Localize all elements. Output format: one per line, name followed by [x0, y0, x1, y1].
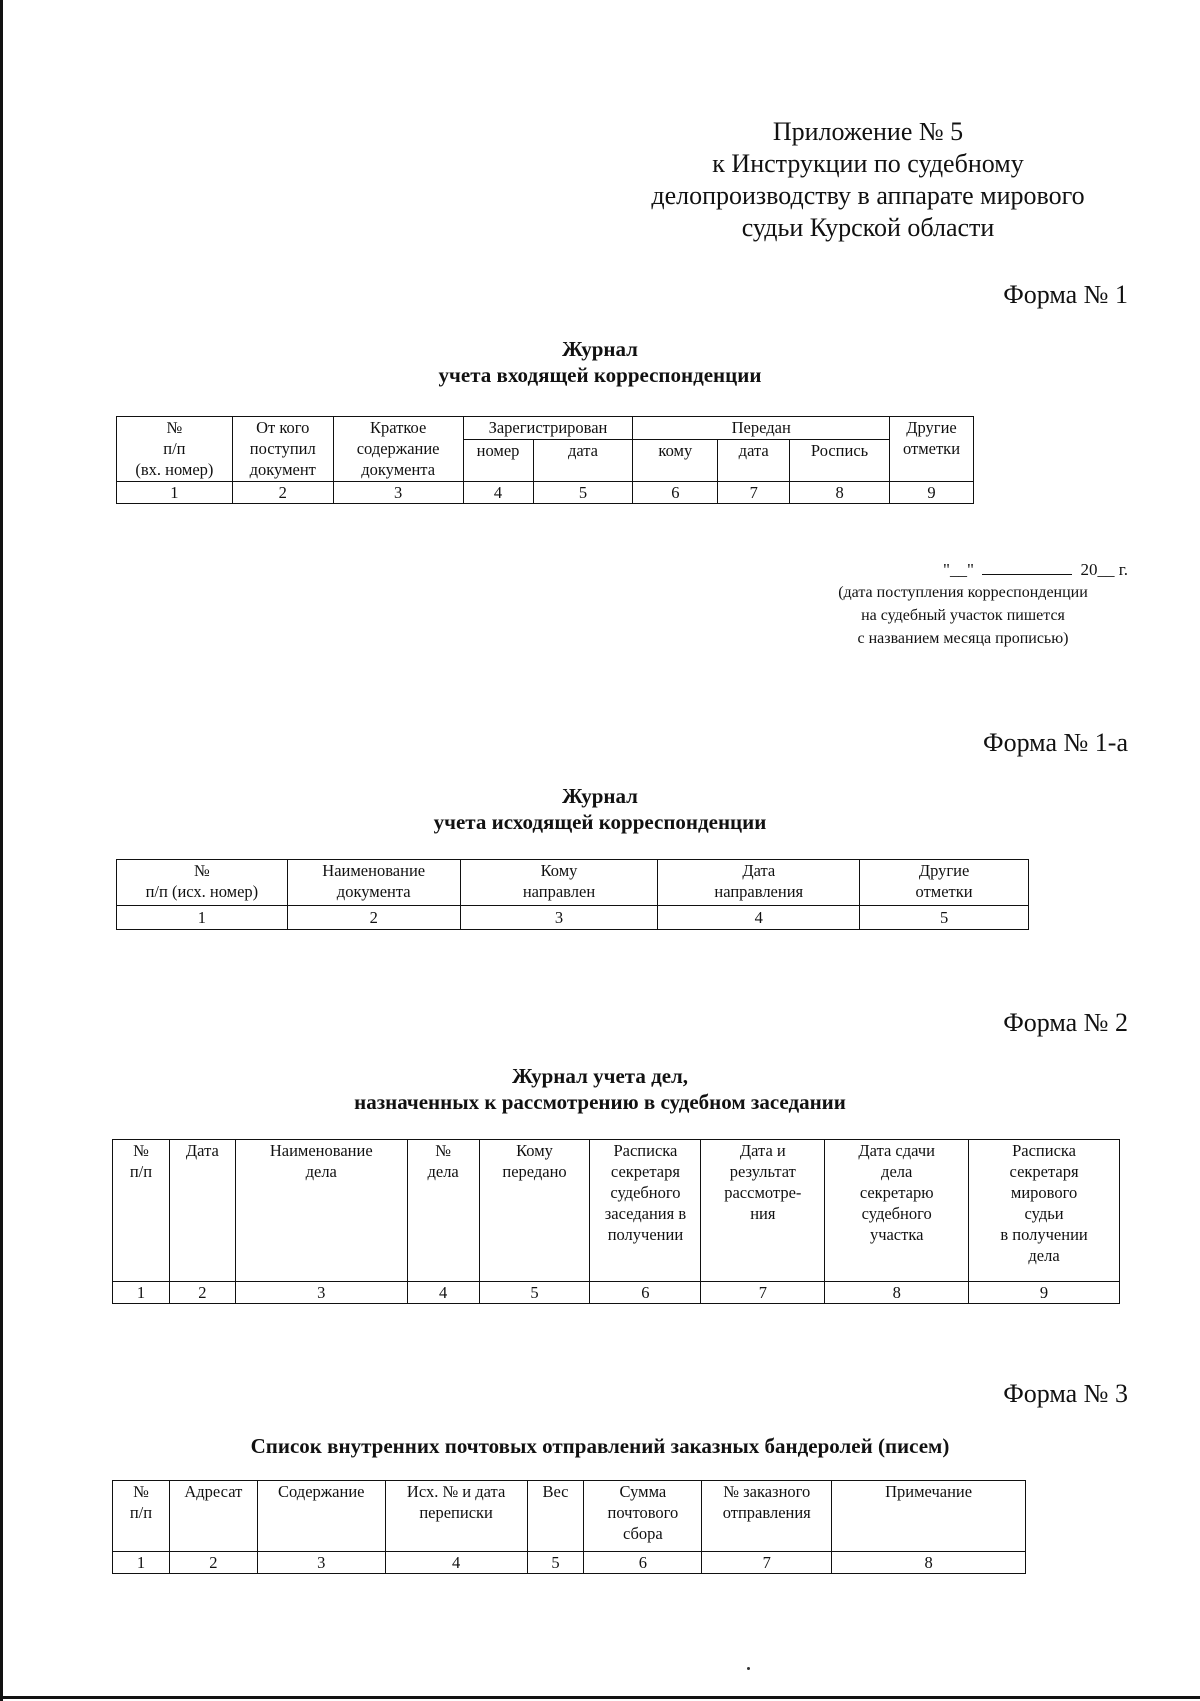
header-line: отметки	[902, 439, 961, 458]
column-number: 5	[533, 482, 633, 504]
form2-header-case-num	[407, 1140, 479, 1282]
header-line: судебного	[861, 1204, 932, 1223]
header-line: секретаря	[1009, 1162, 1079, 1181]
column-number: 1	[117, 906, 288, 930]
form3-header-num	[113, 1481, 170, 1552]
form1-header-signature: Роспись	[790, 440, 890, 482]
column-number: 6	[584, 1552, 702, 1574]
form3-label: Форма № 3	[1003, 1379, 1128, 1408]
form1-header-num	[117, 417, 233, 482]
date-year: 20__ г.	[1080, 560, 1128, 579]
column-number: 4	[385, 1552, 527, 1574]
form2-label: Форма № 2	[1003, 1008, 1128, 1037]
header-line: Вес	[542, 1482, 569, 1501]
header-line: дела	[1028, 1246, 1060, 1265]
column-number: 9	[890, 482, 974, 504]
month-blank	[982, 562, 1072, 575]
date-quote: "__"	[943, 560, 974, 579]
header-line: Расписка	[613, 1141, 678, 1160]
form3-table	[112, 1480, 1026, 1574]
column-number: 1	[113, 1282, 170, 1304]
column-number: 4	[407, 1282, 479, 1304]
form1a-header-other	[860, 860, 1029, 906]
date-note-line-3: с названием месяца прописью)	[857, 630, 1069, 647]
header-line: получении	[607, 1225, 684, 1244]
header-line: мирового	[1010, 1183, 1078, 1202]
header-line: дела	[427, 1162, 459, 1181]
form3-header-note	[832, 1481, 1026, 1552]
column-number: 7	[702, 1552, 832, 1574]
header-line: секретаря	[610, 1162, 680, 1181]
form3-header-content	[257, 1481, 385, 1552]
header-line: передано	[502, 1162, 567, 1181]
form1-header-reg-date: дата	[533, 440, 633, 482]
header-line: От кого	[256, 418, 310, 437]
header-line: п/п	[129, 1162, 153, 1181]
column-number: 4	[658, 906, 860, 930]
appendix-line-1: Приложение № 5	[772, 117, 964, 146]
form2-header-handover-date	[825, 1140, 969, 1282]
header-line: №	[133, 1482, 149, 1501]
form1-header-reg-number: номер	[463, 440, 533, 482]
header-line: Кому	[540, 861, 578, 880]
form1-header-to-whom: кому	[633, 440, 718, 482]
appendix-line-3: делопроизводству в аппарате мирового	[651, 181, 1085, 210]
form2-table	[112, 1139, 1120, 1304]
header-line: сбора	[623, 1524, 663, 1543]
header-line: дела	[881, 1162, 913, 1181]
scan-bottom-edge	[0, 1696, 1200, 1699]
column-number: 2	[232, 482, 333, 504]
header-line: отправления	[722, 1503, 811, 1522]
header-line: Другие	[906, 418, 957, 437]
column-number: 9	[969, 1282, 1120, 1304]
header-line: ния	[750, 1204, 776, 1223]
header-line: отметки	[915, 882, 973, 901]
header-line: №	[435, 1141, 451, 1160]
header-line: Примечание	[885, 1482, 973, 1501]
header-line: Сумма	[619, 1482, 667, 1501]
form3-header-postage	[584, 1481, 702, 1552]
column-number: 3	[460, 906, 658, 930]
header-line: поступил	[249, 439, 316, 458]
header-line: п/п (исх. номер)	[145, 882, 259, 901]
form2-title-line-1: Журнал учета дел,	[511, 1064, 689, 1088]
form1a-header-num	[117, 860, 288, 906]
form3-header-weight	[527, 1481, 584, 1552]
date-line	[798, 558, 1128, 581]
header-line: почтового	[607, 1503, 679, 1522]
header-line: участка	[869, 1225, 924, 1244]
form1a-title	[0, 783, 1200, 835]
appendix-line-2: к Инструкции по судебному	[712, 149, 1024, 178]
scan-speck	[747, 1667, 750, 1670]
header-line: рассмотре-	[724, 1183, 802, 1202]
header-line: Наименование	[322, 861, 426, 880]
form3-header-outgoing	[385, 1481, 527, 1552]
form1-header-transferred: Передан	[633, 417, 890, 440]
header-line: п/п	[163, 439, 186, 458]
header-line: направлен	[522, 882, 596, 901]
appendix-header	[608, 116, 1128, 244]
form1a-header-document	[287, 860, 460, 906]
header-line: Дата и	[739, 1141, 786, 1160]
header-line: Кому	[516, 1141, 553, 1160]
header-line: Исх. № и дата	[406, 1482, 506, 1501]
header-line: документа	[336, 882, 411, 901]
header-line: содержание	[356, 439, 440, 458]
header-line: Дата	[742, 861, 776, 880]
date-note-line-2: на судебный участок пишется	[861, 607, 1065, 624]
date-note-line-1: (дата поступления корреспонденции	[838, 584, 1088, 601]
column-number: 6	[590, 1282, 701, 1304]
header-line: Дата	[185, 1141, 219, 1160]
column-number: 5	[860, 906, 1029, 930]
header-line: Дата сдачи	[858, 1141, 935, 1160]
form1-header-registered: Зарегистрирован	[463, 417, 633, 440]
form1-header-other	[890, 417, 974, 482]
form2-header-num	[113, 1140, 170, 1282]
column-number: 1	[117, 482, 233, 504]
appendix-line-4: судьи Курской области	[741, 213, 995, 242]
form1a-title-line-1: Журнал	[562, 784, 638, 808]
form1-title-line-2: учета входящей корреспонденции	[438, 363, 762, 387]
header-line: в получении	[1000, 1225, 1088, 1244]
header-line: судебного	[610, 1183, 681, 1202]
header-line: (вх. номер)	[135, 460, 214, 479]
header-line: результат	[729, 1162, 796, 1181]
header-line: №	[133, 1141, 149, 1160]
header-line: №	[194, 861, 210, 880]
column-number: 4	[463, 482, 533, 504]
form1a-label: Форма № 1-а	[983, 728, 1128, 757]
column-number: 2	[169, 1282, 235, 1304]
column-number: 3	[235, 1282, 407, 1304]
form2-title	[0, 1063, 1200, 1115]
form1-table	[116, 416, 974, 504]
form3-header-registered-num	[702, 1481, 832, 1552]
column-number: 8	[790, 482, 890, 504]
column-number: 8	[825, 1282, 969, 1304]
form1-label: Форма № 1	[1003, 280, 1128, 309]
form1a-header-to-whom	[460, 860, 658, 906]
form1-header-summary	[333, 417, 463, 482]
header-line: Краткое	[369, 418, 427, 437]
column-number: 2	[287, 906, 460, 930]
form1-header-from	[232, 417, 333, 482]
form1a-title-line-2: учета исходящей корреспонденции	[433, 810, 767, 834]
header-line: документа	[361, 460, 436, 479]
header-line: направления	[714, 882, 804, 901]
header-line: переписки	[419, 1503, 493, 1522]
form2-header-date-result	[701, 1140, 825, 1282]
header-line: Адресат	[184, 1482, 243, 1501]
form1-title-line-1: Журнал	[562, 337, 638, 361]
header-line: п/п	[129, 1503, 153, 1522]
column-number: 2	[169, 1552, 257, 1574]
column-number: 5	[479, 1282, 590, 1304]
form2-header-date	[169, 1140, 235, 1282]
form3-title: Список внутренних почтовых отправлений заказных бандеролей (писем)	[250, 1434, 950, 1458]
header-line: Наименование	[269, 1141, 373, 1160]
header-line: №	[166, 418, 183, 437]
header-line: Расписка	[1012, 1141, 1076, 1160]
header-line: № заказного	[723, 1482, 811, 1501]
column-number: 7	[701, 1282, 825, 1304]
form2-header-receipt-secretary	[590, 1140, 701, 1282]
column-number: 1	[113, 1552, 170, 1574]
column-number: 7	[718, 482, 790, 504]
header-line: Содержание	[278, 1482, 365, 1501]
form2-header-receipt-judge	[969, 1140, 1120, 1282]
form1-date-block	[798, 558, 1128, 650]
header-line: секретарю	[859, 1183, 934, 1202]
header-line: заседания в	[604, 1204, 687, 1223]
form1a-header-date	[658, 860, 860, 906]
header-line: судьи	[1024, 1204, 1064, 1223]
form1a-table	[116, 859, 1029, 930]
form2-title-line-2: назначенных к рассмотрению в судебном заседании	[354, 1090, 846, 1114]
header-line: дела	[305, 1162, 337, 1181]
form2-header-to-whom	[479, 1140, 590, 1282]
form3-header-addressee	[169, 1481, 257, 1552]
form2-header-case-name	[235, 1140, 407, 1282]
column-number: 5	[527, 1552, 584, 1574]
form1-title	[0, 336, 1200, 388]
header-line: Другие	[918, 861, 970, 880]
column-number: 3	[333, 482, 463, 504]
column-number: 6	[633, 482, 718, 504]
column-number: 3	[257, 1552, 385, 1574]
header-line: документ	[249, 460, 316, 479]
column-number: 8	[832, 1552, 1026, 1574]
form1-header-tr-date: дата	[718, 440, 790, 482]
